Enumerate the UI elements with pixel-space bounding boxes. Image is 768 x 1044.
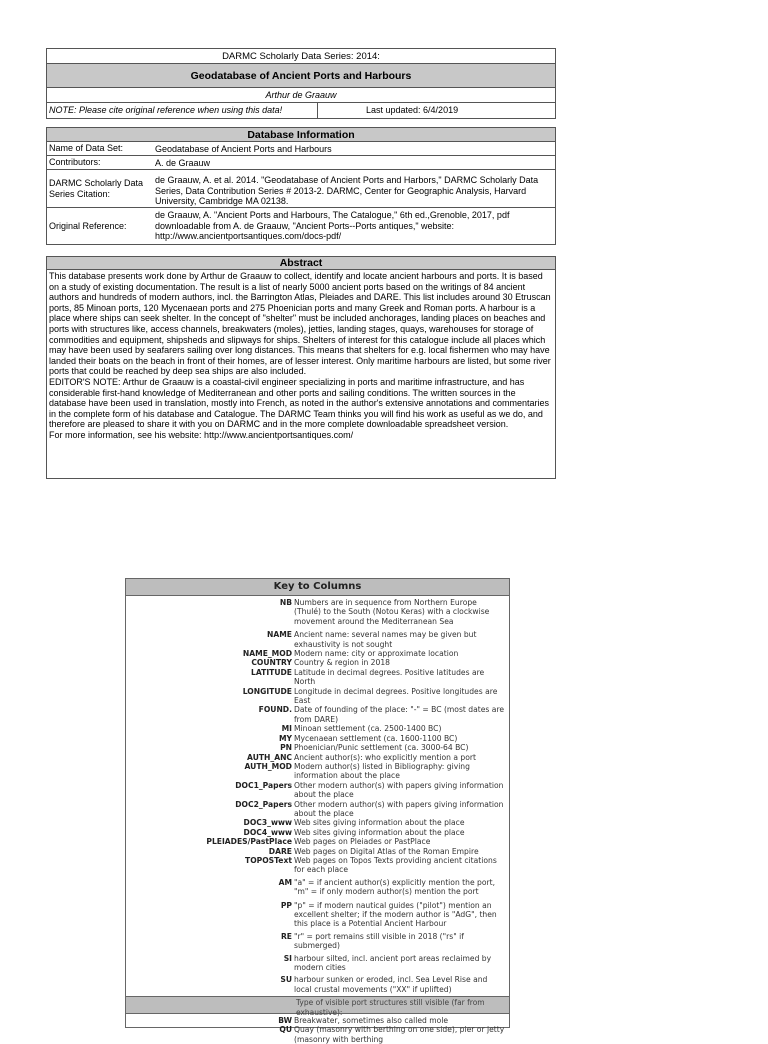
structures-band-text: Type of visible port structures still visible (far from exhaustive): bbox=[296, 998, 485, 1017]
info-label: DARMC Scholarly Data Series Citation: bbox=[49, 178, 144, 199]
key-column-code: PLEIADES/PastPlace bbox=[206, 837, 292, 847]
key-column-description: "r" = port remains still visible in 2018 ("rs" if submerged) bbox=[294, 931, 464, 951]
abstract-table bbox=[46, 256, 556, 479]
key-column-description: harbour sunken or eroded, incl. Sea Level Rise and local crustal movements ("XX" if uplifted) bbox=[294, 975, 488, 994]
key-column-code: FOUND. bbox=[258, 705, 292, 715]
last-updated: Last updated: 6/4/2019 bbox=[366, 105, 459, 115]
key-column-code: RE bbox=[280, 931, 292, 941]
citation-note: NOTE: Please cite original reference when using this data! bbox=[47, 103, 318, 118]
key-column-code: SI bbox=[283, 953, 292, 963]
info-row bbox=[47, 170, 555, 208]
key-column-code: PN bbox=[280, 743, 292, 753]
database-information-title: Database Information bbox=[47, 128, 555, 142]
key-row bbox=[126, 856, 509, 875]
key-column-description: Ancient author(s): who explicitly mention a port bbox=[294, 752, 476, 762]
key-column-description: "p" = if modern nautical guides ("pilot") mention an excellent shelter; if the modern author is "AdG", then this place is a Potential Ancient Harbour bbox=[294, 900, 497, 929]
info-row bbox=[47, 142, 555, 156]
key-column-description: Latitude in decimal degrees. Positive latitudes are North bbox=[294, 667, 485, 687]
key-column-code: MI bbox=[281, 724, 292, 734]
key-rows-after-band bbox=[126, 1016, 509, 1044]
key-column-description: Minoan settlement (ca. 2500-1400 BC) bbox=[294, 724, 442, 734]
key-column-code: NAME_MOD bbox=[242, 649, 292, 659]
key-column-description: Numbers are in sequence from Northern Europe (Thulé) to the South (Notou Keras) with a clockwise movement around the Mediterranean Sea bbox=[294, 598, 490, 626]
key-column-description: Web pages on Digital Atlas of the Roman Empire bbox=[294, 846, 479, 856]
key-row bbox=[126, 847, 509, 856]
key-column-code: MY bbox=[278, 733, 292, 743]
key-column-code: PP bbox=[280, 900, 292, 910]
abstract-title: Abstract bbox=[47, 257, 555, 270]
abstract-paragraph: EDITOR'S NOTE: Arthur de Graauw is a coastal-civil engineer specializing in ports and maritime infrastructure, and has considerable first-hand knowledge of Mediterranean and other ports and sailing conditions. The written sources in the database have been used in translation, mostly into French, as noted in the author's extensive annotations and commentaries in the complete form of his database and Catalogue. The DARMC Team thinks you will find his work as useful as we do, and therefore are pleased to share it with you on DARMC and in the more complete downloadable spreadsheet version. bbox=[49, 376, 550, 430]
key-column-description: Breakwater, sometimes also called mole bbox=[294, 1016, 449, 1025]
key-row bbox=[126, 932, 509, 951]
key-column-code: NB bbox=[279, 598, 292, 607]
info-value: A. de Graauw bbox=[155, 158, 211, 168]
key-column-description: Modern author(s) listed in Bibliography: giving information about the place bbox=[294, 761, 470, 781]
key-row bbox=[126, 837, 509, 846]
key-column-description: "a" = if ancient author(s) explicitly mention the port, "m" = if only modern author(s) mention the port bbox=[294, 877, 496, 897]
database-information-table bbox=[46, 127, 556, 245]
key-column-description: Web sites giving information about the place bbox=[294, 827, 465, 837]
key-column-code: LONGITUDE bbox=[242, 686, 292, 696]
info-value: de Graauw, A. et al. 2014. "Geodatabase of Ancient Ports and Harbors," DARMC Scholarly Data Series, Data Contribution Series # 2013-2. DARMC, Center for Geographic Analysis, Harvard University, Cambridge MA 02138. bbox=[155, 175, 539, 206]
key-row bbox=[126, 878, 509, 897]
key-column-code: AM bbox=[278, 877, 292, 887]
note-row bbox=[47, 103, 555, 118]
key-rows bbox=[126, 596, 509, 994]
key-row bbox=[126, 687, 509, 706]
key-column-code: AUTH_ANC bbox=[247, 752, 292, 762]
key-column-description: Date of founding of the place: "-" = BC (most dates are from DARE) bbox=[294, 705, 505, 724]
abstract-paragraph: For more information, see his website: http://www.ancientportsantiques.com/ bbox=[49, 429, 354, 440]
key-column-description: Phoenician/Punic settlement (ca. 3000-64 BC) bbox=[294, 743, 469, 753]
info-label: Original Reference: bbox=[49, 220, 127, 231]
key-row bbox=[126, 828, 509, 837]
document-title: Geodatabase of Ancient Ports and Harbours bbox=[47, 64, 555, 88]
key-column-code: TOPOSText bbox=[245, 855, 292, 865]
key-column-code: COUNTRY bbox=[251, 658, 292, 668]
key-row bbox=[126, 901, 509, 929]
key-column-description: Longitude in decimal degrees. Positive longitudes are East bbox=[294, 686, 498, 706]
key-row bbox=[126, 762, 509, 781]
info-label: Name of Data Set: bbox=[49, 143, 124, 154]
key-row bbox=[126, 954, 509, 973]
info-row bbox=[47, 208, 555, 244]
key-to-columns-title: Key to Columns bbox=[126, 579, 509, 596]
key-column-code: DARE bbox=[268, 846, 292, 856]
key-row bbox=[126, 668, 509, 687]
key-column-description: Quay (masonry with berthing on one side), pier or jetty (masonry with berthing bbox=[294, 1025, 505, 1044]
key-column-code: AUTH_MOD bbox=[244, 761, 292, 771]
series-line: DARMC Scholarly Data Series: 2014: bbox=[47, 49, 555, 64]
key-column-description: Ancient name: several names may be given but exhaustivity is not sought bbox=[294, 630, 477, 649]
key-row bbox=[126, 649, 509, 658]
key-column-description: harbour silted, incl. ancient port areas reclaimed by modern cities bbox=[294, 953, 492, 973]
key-column-description: Other modern author(s) with papers giving information about the place bbox=[294, 799, 504, 818]
key-row bbox=[126, 1016, 509, 1025]
info-value: Geodatabase of Ancient Ports and Harbours bbox=[155, 144, 332, 154]
key-column-code: NAME bbox=[267, 630, 292, 640]
info-row bbox=[47, 156, 555, 170]
key-row bbox=[126, 781, 509, 800]
key-to-columns-panel bbox=[125, 578, 510, 1044]
info-value: de Graauw, A. "Ancient Ports and Harbours, The Catalogue," 6th ed.,Grenoble, 2017, pdf downloadable from A. de Graauw, "Ancient Ports--Ports antiques," website: http://www.ancientportsantiques.com/docs-pdf/ bbox=[155, 210, 510, 241]
key-column-description: Country & region in 2018 bbox=[294, 658, 391, 668]
key-column-description: Modern name: city or approximate location bbox=[294, 649, 459, 659]
structures-band bbox=[126, 996, 509, 1017]
key-column-description: Other modern author(s) with papers giving information about the place bbox=[294, 780, 504, 800]
key-column-description: Web sites giving information about the place bbox=[294, 818, 465, 828]
key-row bbox=[126, 818, 509, 827]
key-column-description: Mycenaean settlement (ca. 1600-1100 BC) bbox=[294, 733, 458, 743]
key-row bbox=[126, 753, 509, 762]
info-label: Contributors: bbox=[49, 157, 101, 168]
key-row bbox=[126, 724, 509, 733]
key-column-code: DOC2_Papers bbox=[235, 799, 292, 809]
key-row bbox=[126, 743, 509, 752]
key-row bbox=[126, 598, 509, 626]
key-column-code: LATITUDE bbox=[251, 667, 292, 677]
key-column-description: Web pages on Topos Texts providing ancient citations for each place bbox=[294, 855, 497, 875]
key-column-code: BW bbox=[278, 1016, 292, 1025]
abstract-body bbox=[47, 270, 555, 478]
abstract-paragraph: This database presents work done by Arthur de Graauw to collect, identify and locate ancient harbours and ports. It is based on a study of existing documentation. The result is a list of nearly 5000 ancient ports based on the writings of 84 ancient authors and hundreds of modern authors, incl. the Barrington Atlas, Pleiades and DARE. This list includes around 30 Etruscan ports, 85 Minoan ports, 120 Mycenaean ports and 275 Phoenician ports and many Greek and Roman ports. A harbour is a place where ships can seek shelter. In the concept of "shelter" must be included anchorages, landing places on beaches and ports with structures like, access channels, breakwaters (moles), jetties, landing stages, quays, warehouses for storage of commodities and equipment, shipsheds and slipways for ships. Shelters of interest for this catalogue include all places which may have been used by seafarers sailing over long distances. This means that shelters for e.g. local fishermen who may have landed their boats on the beach in front of their homes, are of lesser interest. Only maritime harbours are listed, but some river ports that could be reached by deep sea ships are also included. bbox=[49, 271, 551, 377]
key-column-code: DOC4_www bbox=[243, 827, 292, 837]
key-row bbox=[126, 1025, 509, 1044]
header-table bbox=[46, 48, 556, 119]
key-row bbox=[126, 800, 509, 819]
author-line: Arthur de Graauw bbox=[47, 88, 555, 103]
key-column-description: Web pages on Pleiades or PastPlace bbox=[294, 837, 431, 847]
key-column-code: SU bbox=[280, 975, 292, 985]
key-row bbox=[126, 630, 509, 649]
key-row bbox=[126, 658, 509, 667]
key-row bbox=[126, 705, 509, 724]
key-row bbox=[126, 734, 509, 743]
key-column-code: DOC3_www bbox=[243, 818, 292, 828]
key-column-code: QU bbox=[279, 1025, 292, 1035]
key-column-code: DOC1_Papers bbox=[235, 780, 292, 790]
key-row bbox=[126, 975, 509, 994]
